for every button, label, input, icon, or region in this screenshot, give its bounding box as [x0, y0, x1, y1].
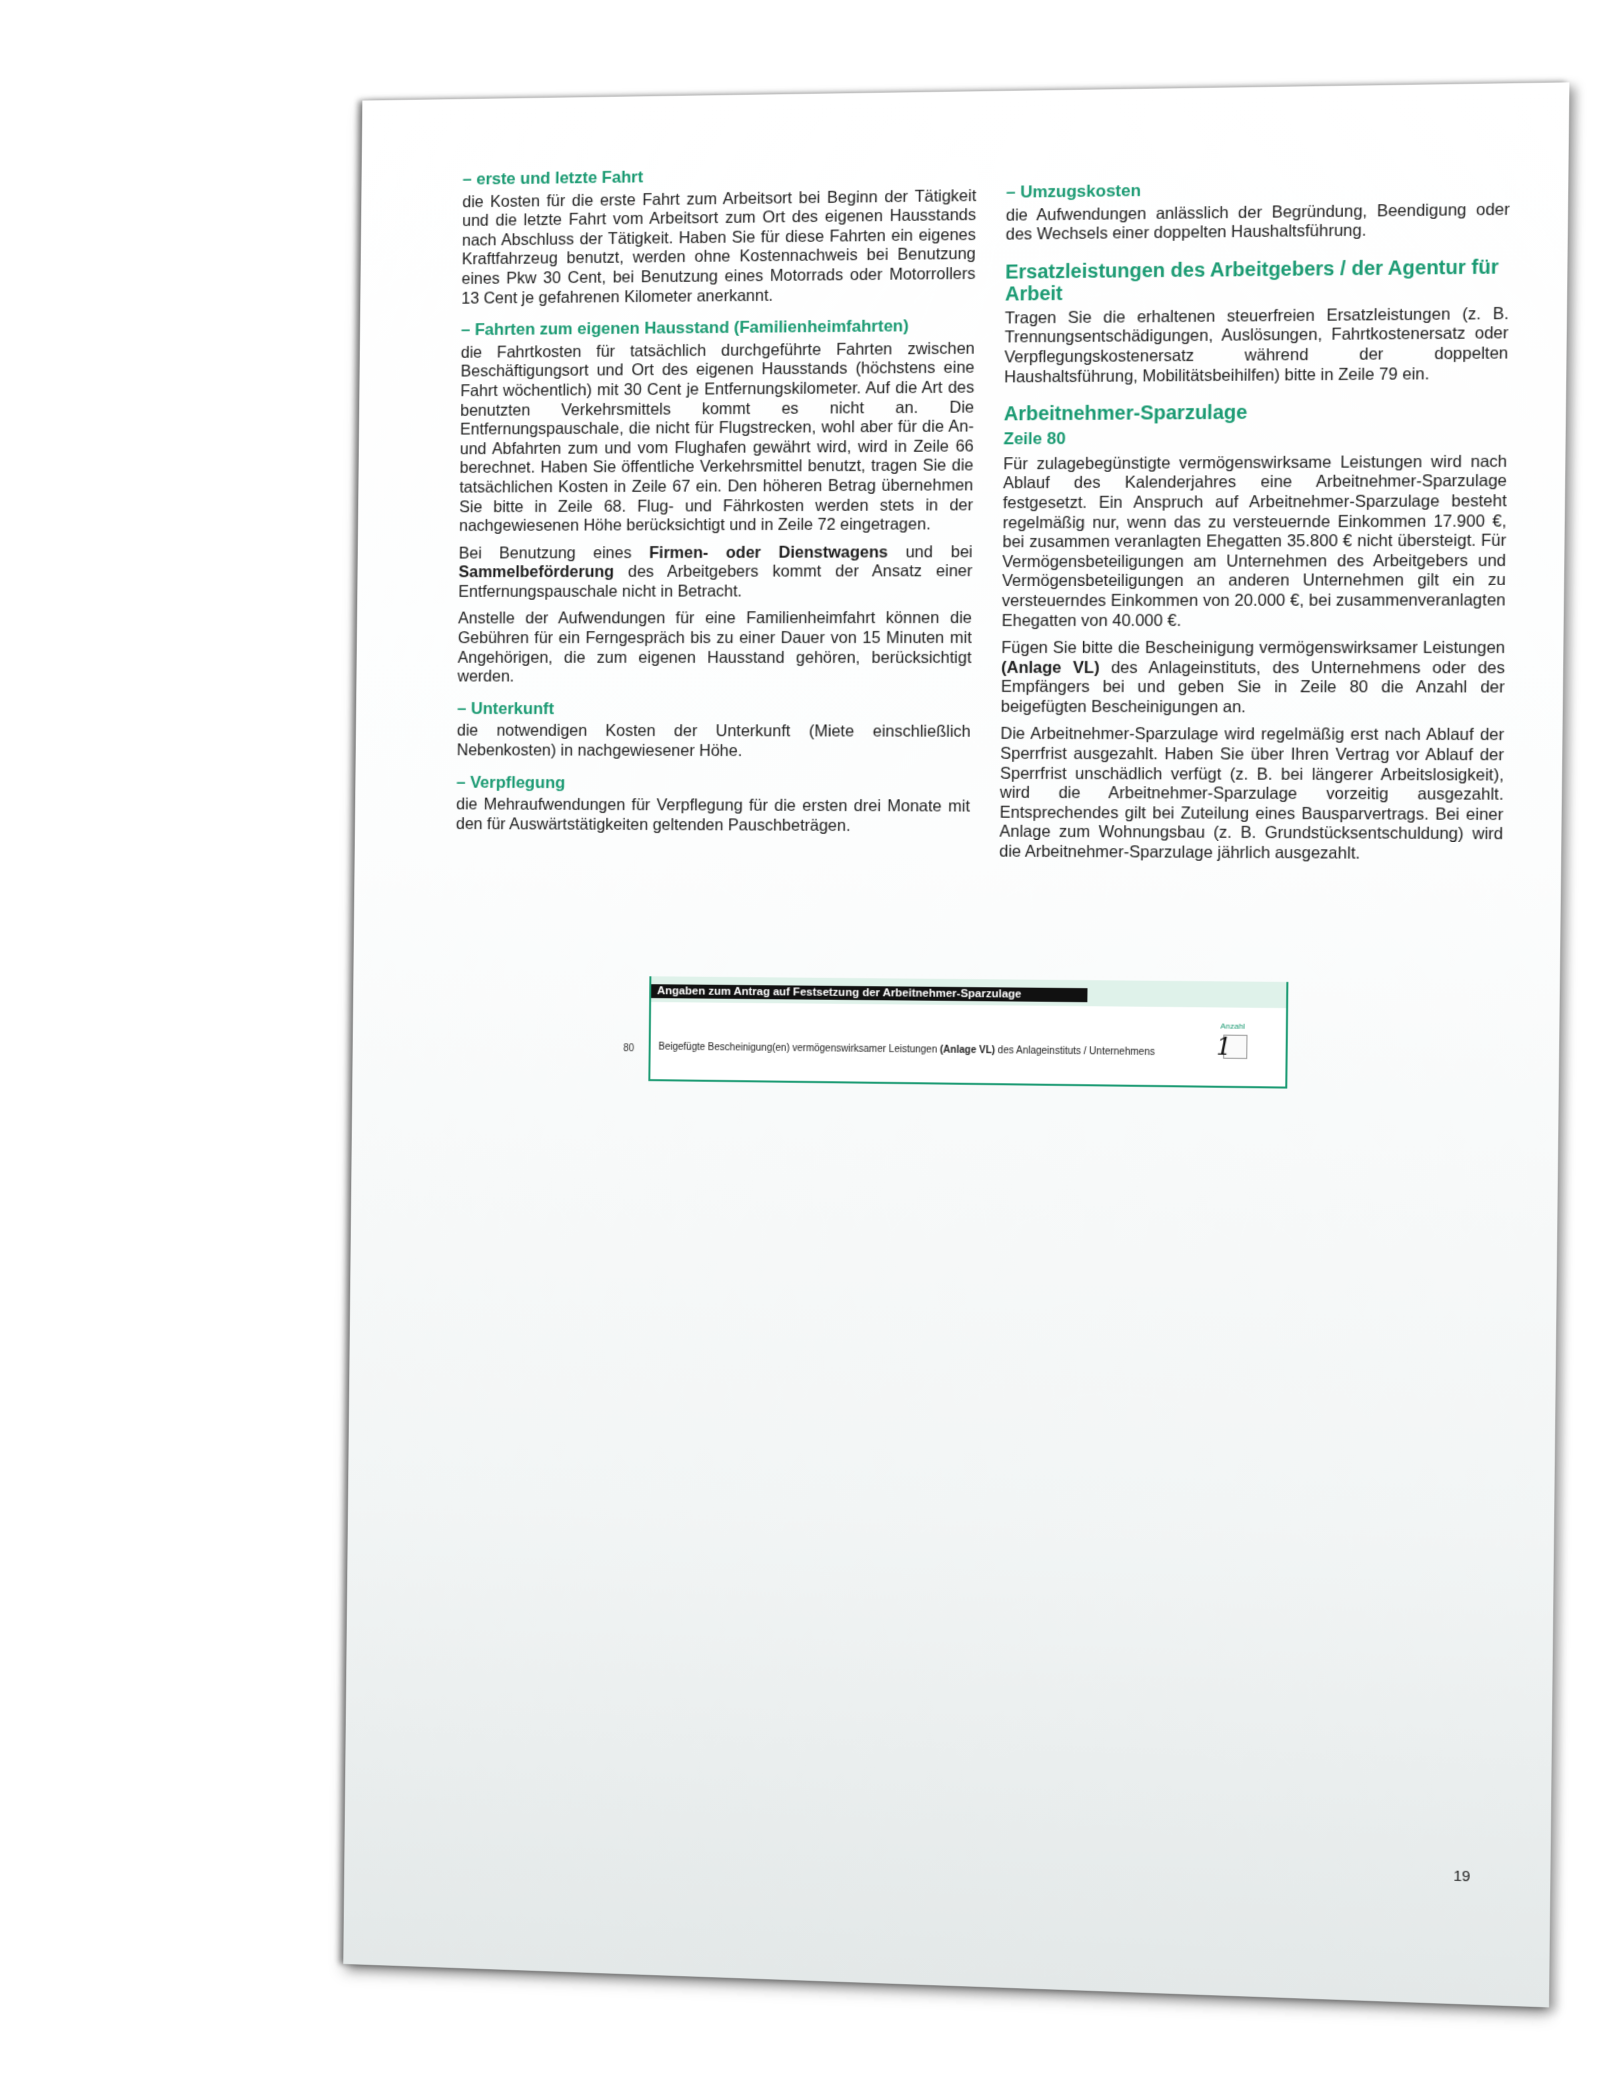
paragraph-dienstwagen	[458, 543, 972, 602]
text-fragment: des Anlageinstituts / Unternehmens	[994, 1045, 1155, 1058]
right-column	[999, 176, 1510, 873]
subheading-erste-letzte-fahrt: – erste und letzte Fahrt	[462, 167, 644, 189]
form-title: Angaben zum Antrag auf Festsetzung der Arbeitnehmer-Sparzulage	[651, 984, 1087, 1002]
paragraph-anlage-vl	[1001, 639, 1506, 718]
text-fragment: und bei	[887, 542, 973, 562]
count-caption: Anzahl	[1220, 1021, 1246, 1031]
paragraph-erste-letzte-fahrt: die Kosten für die erste Fahrt zum Arbeitsort bei Beginn der Tätigkeit und die letzte Fahrt vom Arbeitsort zum Ort des eigenen Hausstands nach Abschluss der Tätigkeit. Haben Sie für diese Fahrten ein eigenes Kraftfahrzeug benutzt, werden ohne Kostennachweis bei Benutzung eines Pkw 30 Cent, bei Benutzung eines Motorrads oder Motorrollers 13 Cent je gefahrenen Kilometer anerkannt.	[461, 186, 977, 308]
paragraph-ferngespraech: Anstelle der Aufwendungen für eine Familienheimfahrt können die Gebühren für ein Ferngespräch bis zu einer Dauer von 15 Minuten mit Angehörigen, die zum eigenen Hausstand gehören, berücksichtigt werden.	[457, 609, 972, 686]
heading-ersatzleistungen: Ersatzleistungen des Arbeitgebers / der Agentur für Arbeit	[1004, 256, 1499, 306]
subheading-unterkunft: – Unterkunft	[457, 699, 555, 718]
page-number: 19	[1453, 1867, 1471, 1886]
text-fragment: des Arbeitgebers kommt der Ansatz einer Entfernungspauschale nicht in Betracht.	[458, 562, 973, 601]
text-fragment: Bei Benutzung eines	[458, 543, 650, 563]
paragraph-umzugskosten: die Aufwendungen anlässlich der Begründung, Beendigung oder des Wechsels einer doppelten Haushaltsführung.	[1005, 200, 1510, 244]
count-field[interactable]: 1	[1223, 1035, 1247, 1059]
heading-arbeitnehmer-sparzulage: Arbeitnehmer-Sparzulage	[1003, 401, 1248, 426]
zeile-label: Zeile 80	[1003, 429, 1066, 449]
subheading-familienheimfahrten: – Fahrten zum eigenen Hausstand (Familienheimfahrten)	[460, 316, 909, 340]
left-column	[456, 163, 977, 845]
bold-anlage-vl: (Anlage VL)	[1001, 658, 1100, 677]
form-box	[648, 976, 1288, 1088]
text-fragment: Fügen Sie bitte die Bescheinigung vermögenswirksamer Leistungen	[1001, 638, 1506, 658]
bold-sammelbefoerderung: Sammelbeförderung	[458, 563, 615, 582]
document-page	[343, 82, 1569, 2007]
paragraph-sparzulage-anspruch: Für zulagebegünstigte vermögenswirksame Leistungen wird nach Ablauf des Kalenderjahres eine Arbeitnehmer-Sparzulage festgesetzt. Ein Anspruch auf Arbeitnehmer-Sparzulage besteht regelmäßig nur, wenn das zu versteuernde Einkommen 17.900 €, bei zusammen veranlagten Ehegatten 35.800 € nicht übersteigt. Für Vermögensbeteiligungen am Unternehmen des Arbeitgebers und Vermögensbeteiligungen an anderen Unternehmen gilt ein zu versteuerndes Einkommen von 20.000 €, bei zusammenveranlagten Ehegatten von 40.000 €.	[1001, 452, 1508, 630]
text-fragment: des Anlageinstituts, des Unternehmens oder des Empfängers bei und geben Sie in Zeile 80 die Anzahl der beigefügten Bescheinigungen an.	[1000, 658, 1506, 717]
subheading-verpflegung: – Verpflegung	[456, 772, 566, 792]
paragraph-ersatzleistungen: Tragen Sie die erhaltenen steuerfreien Ersatzleistungen (z. B. Trennungsentschädigungen, Auslösungen, Fahrtkostenersatz oder Verpflegungskostenersatz während der doppelten Haushaltsführung, Mobilitätsbeihilfen) bitte in Zeile 79 ein.	[1004, 304, 1509, 386]
bold-dienstwagen: Firmen- oder Dienstwagens	[649, 543, 888, 562]
text-fragment: Beigefügte Bescheinigung(en) vermögenswirksamer Leistungen	[658, 1041, 940, 1056]
paragraph-familienheimfahrten: die Fahrtkosten für tatsächlich durchgeführte Fahrten zwischen Beschäftigungsort und Ort des eigenen Hausstands (höchstens eine Fahrt wöchentlich) mit 30 Cent je Entfernungskilometer. Auf die Art des benutzten Verkehrsmittels kommt es nicht an. Die Entfernungspauschale, die nicht für Flugstrecken, wohl aber für die An- und Abfahrten zum und vom Flughafen gewährt wird, wird in Zeile 66 berechnet. Haben Sie öffentliche Verkehrsmittel benutzt, tragen Sie die tatsächlichen Kosten in Zeile 67 ein. Den höheren Betrag übernehmen Sie bitte in Zeile 68. Flug- und Fährkosten werden stets in der nachgewiesenen Höhe berücksichtigt und in Zeile 72 eingetragen.	[458, 339, 975, 535]
form-row-label	[658, 1042, 1154, 1058]
form-line-number: 80	[623, 1043, 635, 1055]
paragraph-sperrfrist: Die Arbeitnehmer-Sparzulage wird regelmäßig erst nach Ablauf der Sperrfrist ausgezahlt. Haben Sie über Ihren Vertrag vor Ablauf der Sperrfrist unschädlich verfügt (z. B. bei längerer Arbeitslosigkeit), wird die Arbeitnehmer-Sparzulage vorzeitig ausgezahlt. Entsprechendes gilt bei Zuteilung eines Bausparvertrags. Bei einer Anlage zum Wohnungsbau (z. B. Grundstücksentschuldung) wird die Arbeitnehmer-Sparzulage jährlich ausgezahlt.	[999, 725, 1505, 863]
form-excerpt	[623, 976, 1288, 1092]
subheading-umzugskosten: – Umzugskosten	[1006, 181, 1142, 202]
paragraph-unterkunft: die notwendigen Kosten der Unterkunft (Miete einschließlich Nebenkosten) in nachgewiesener Höhe.	[456, 722, 971, 761]
bold-anlage-vl: (Anlage VL)	[939, 1044, 996, 1057]
paragraph-verpflegung: die Mehraufwendungen für Verpflegung für die ersten drei Monate mit den für Auswärtstätigkeiten geltenden Pauschbeträgen.	[455, 795, 971, 835]
